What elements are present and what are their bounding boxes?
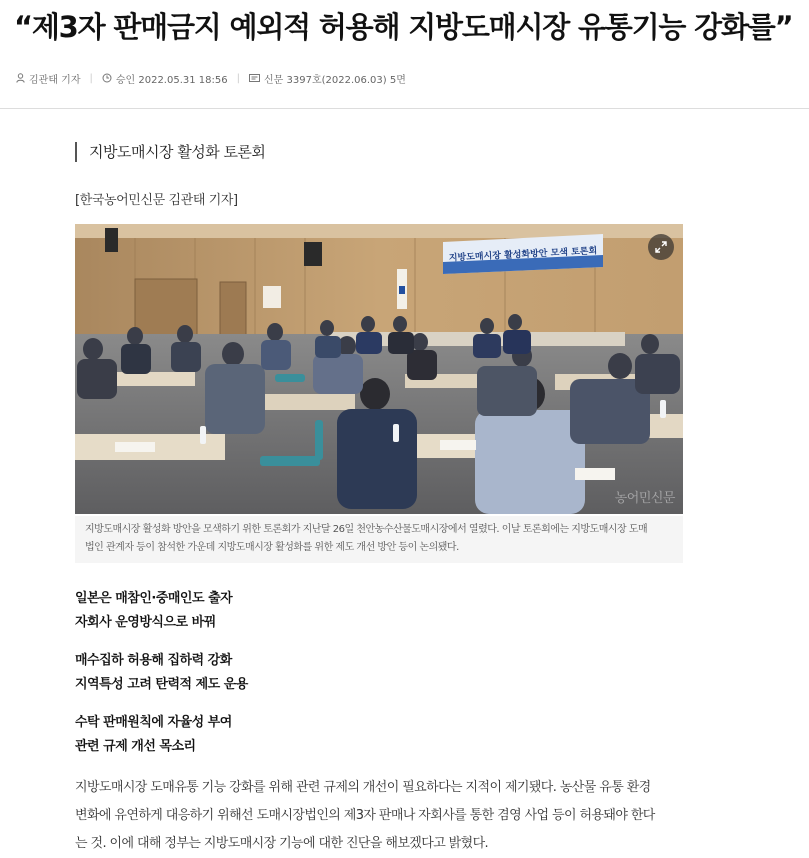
article-photo[interactable] <box>75 224 683 514</box>
subhead-3 <box>75 711 232 759</box>
article-body <box>75 774 695 858</box>
issue-number: 신문 3397호(2022.06.03) 5면 <box>264 74 406 86</box>
approved-date: 승인 2022.05.31 18:56 <box>115 74 228 86</box>
issue-info <box>249 71 406 86</box>
subhead-2 <box>75 649 248 697</box>
clock-icon <box>102 73 112 83</box>
body-line: 는 것. 이에 대해 정부는 지방도매시장 기능에 대한 진단을 해보겠다고 밝혔다. <box>75 836 489 851</box>
photo-caption <box>75 516 683 563</box>
subhead-line: 지역특성 고려 탄력적 제도 운용 <box>75 677 248 692</box>
photo-watermark: 농어민신문 <box>614 491 675 506</box>
meta-divider: | <box>89 72 93 84</box>
subhead-line: 일본은 매참인·중매인도 출자 <box>75 591 233 606</box>
subhead-line: 자회사 운영방식으로 바꿔 <box>75 615 216 630</box>
subhead-1 <box>75 587 232 635</box>
meta-divider: | <box>236 72 240 84</box>
caption-line: 법인 관계자 등이 참석한 가운데 지방도매시장 활성화를 위한 제도 개선 방안 등이 논의됐다. <box>85 542 459 553</box>
article-subtitle: 지방도매시장 활성화 토론회 <box>75 142 265 162</box>
expand-button[interactable] <box>648 234 674 260</box>
expand-icon <box>655 241 667 253</box>
author-info[interactable] <box>16 71 80 86</box>
subhead-line: 관련 규제 개선 목소리 <box>75 739 196 754</box>
body-line: 변화에 유연하게 대응하기 위해선 도매시장법인의 제3자 판매나 자회사를 통한 겸영 사업 등이 허용돼야 한다 <box>75 808 655 823</box>
article-meta <box>16 70 406 86</box>
newspaper-icon <box>249 73 260 83</box>
person-icon <box>16 73 25 83</box>
header-divider <box>0 108 809 109</box>
author-name: 김관태 기자 <box>29 74 81 86</box>
body-line: 지방도매시장 도매유통 기능 강화를 위해 관련 규제의 개선이 필요하다는 지적이 제기됐다. 농산물 유통 환경 <box>75 780 651 795</box>
photo-illustration <box>75 224 683 514</box>
article-headline: “제3자 판매금지 예외적 허용해 지방도매시장 유통기능 강화를” <box>14 10 793 44</box>
subhead-line: 수탁 판매원칙에 자율성 부여 <box>75 715 232 730</box>
subhead-line: 매수집하 허용해 집하력 강화 <box>75 653 232 668</box>
approved-info <box>102 71 228 86</box>
caption-line: 지방도매시장 활성화 방안을 모색하기 위한 토론회가 지난달 26일 천안농수산물도매시장에서 열렸다. 이날 토론회에는 지방도매시장 도매 <box>85 524 648 535</box>
reporter-line: [한국농어민신문 김관태 기자] <box>75 193 238 208</box>
banner-text: 지방도매시장 활성화방안 모색 토론회 <box>448 246 598 264</box>
